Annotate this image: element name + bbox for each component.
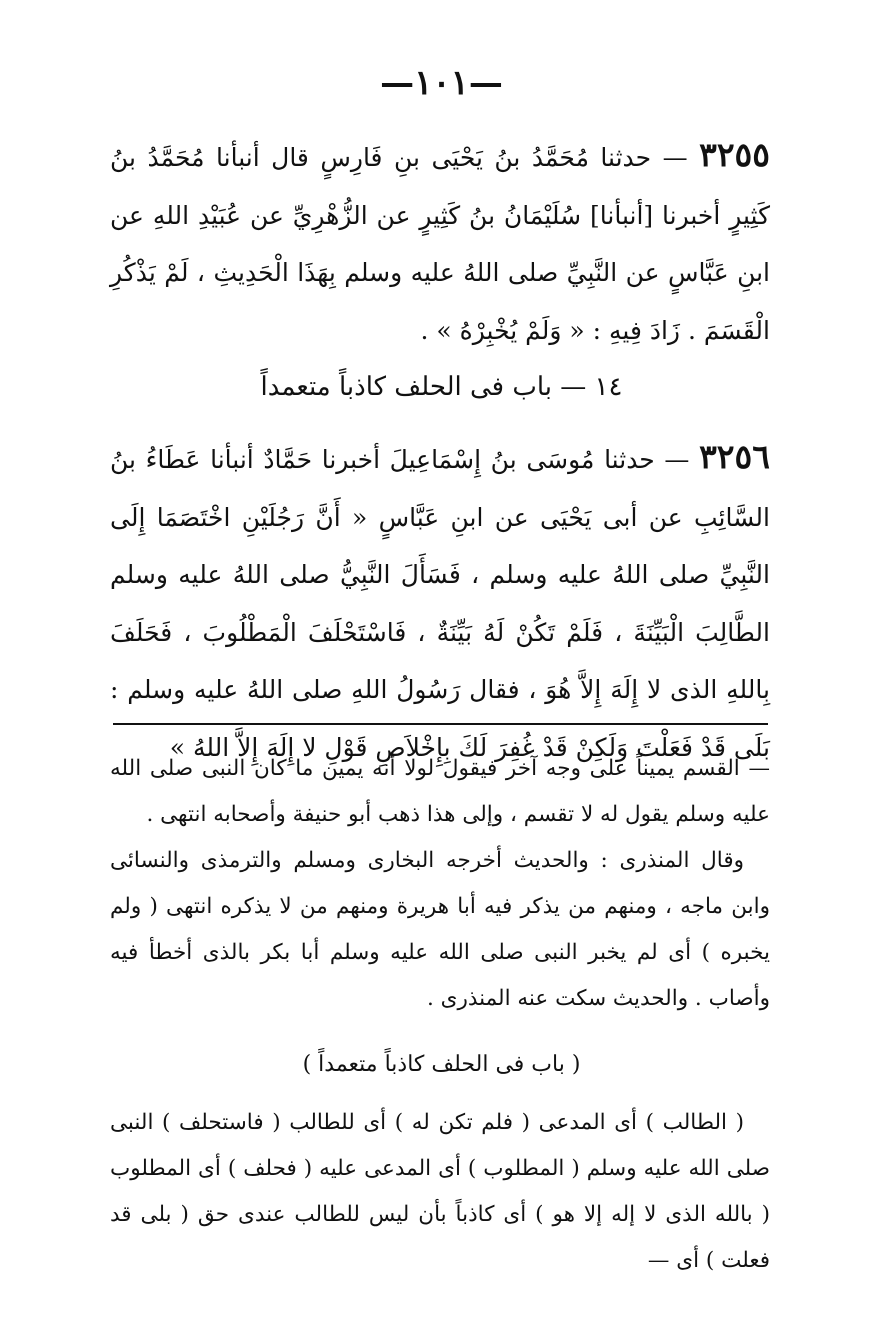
- footnote-block-2: [110, 1100, 770, 1284]
- footnote-paragraph-2: وقال المنذرى : والحديث أخرجه البخارى ومسلم والترمذى والنسائى وابن ماجه ، ومنهم من يذكر فيه أبا هريرة ومنهم من لا يذكره انتهى ( ولم يخبره ) أى لم يخبر النبى صلى الله عليه وسلم أبا بكر بالذى أخطأ فيه وأصاب . والحديث سكت عنه المنذرى .: [110, 848, 770, 1011]
- hadith-3255-paragraph: [110, 126, 770, 359]
- hadith-3256-number: ٣٢٥٦: [699, 437, 770, 476]
- footnote-block-1: [110, 746, 770, 1022]
- hadith-3255: [110, 126, 770, 359]
- footnote-heading: ( باب فى الحلف كاذباً متعمداً ): [302, 1052, 581, 1077]
- hadith-3256-text: — حدثنا مُوسَى بنُ إِسْمَاعِيلَ أخبرنا حَمَّادٌ أنبأنا عَطَاءُ بنُ السَّائِبِ عن أبى يَحْيَى عن ابنِ عَبَّاسٍ « أَنَّ رَجُلَيْنِ اخْتَصَمَا إِلَى النَّبِيِّ صلى اللهُ عليه وسلم ، فَسَأَلَ النَّبِيُّ صلى اللهُ عليه وسلم الطَّالِبَ الْبَيِّنَةَ ، فَلَمْ تَكُنْ لَهُ بَيِّنَةٌ ، فَاسْتَحْلَفَ الْمَطْلُوبَ ، فَحَلَفَ بِاللهِ الذى لا إِلَهَ إِلاَّ هُوَ ، فقال رَسُولُ اللهِ صلى اللهُ عليه وسلم : بَلَى قَدْ فَعَلْتَ وَلَكِنْ قَدْ غُفِرَ لَكَ بِإِخْلاَصِ قَوْلِ لا إِلَهَ إِلاَّ اللهُ »: [110, 445, 770, 762]
- footnote-paragraph-3: ( الطالب ) أى المدعى ( فلم تكن له ) أى للطالب ( فاستحلف ) النبى صلى الله عليه وسلم ( المطلوب ) أى المدعى عليه ( فحلف ) أى المطلوب ( بالله الذى لا إله إلا هو ) أى كاذباً بأن ليس للطالب عندى حق ( بلى قد فعلت ) أى —: [110, 1110, 770, 1273]
- hadith-3255-number: ٣٢٥٥: [699, 135, 770, 174]
- footnote-separator: [113, 723, 768, 725]
- page-number: —١٠١—: [380, 63, 503, 103]
- chapter-heading: ١٤ — باب فى الحلف كاذباً متعمداً: [260, 372, 623, 402]
- footnote-paragraph-1: — القسم يميناً على وجه آخر فيقول لولا أنه يمين ما كان النبى صلى الله عليه وسلم يقول له لا تقسم ، وإلى هذا ذهب أبو حنيفة وأصحابه انتهى .: [110, 756, 770, 827]
- hadith-3255-text: — حدثنا مُحَمَّدُ بنُ يَحْيَى بنِ فَارِسٍ قال أنبأنا مُحَمَّدُ بنُ كَثِيرٍ أخبرنا [أنبأنا] سُلَيْمَانُ بنُ كَثِيرٍ عن الزُّهْرِيِّ عن عُبَيْدِ اللهِ عن ابنِ عَبَّاسٍ عن النَّبِيِّ صلى اللهُ عليه وسلم بِهَذَا الْحَدِيثِ ، لَمْ يَذْكُرِ الْقَسَمَ . زَادَ فِيهِ : « وَلَمْ يُخْبِرْهُ » .: [110, 143, 770, 345]
